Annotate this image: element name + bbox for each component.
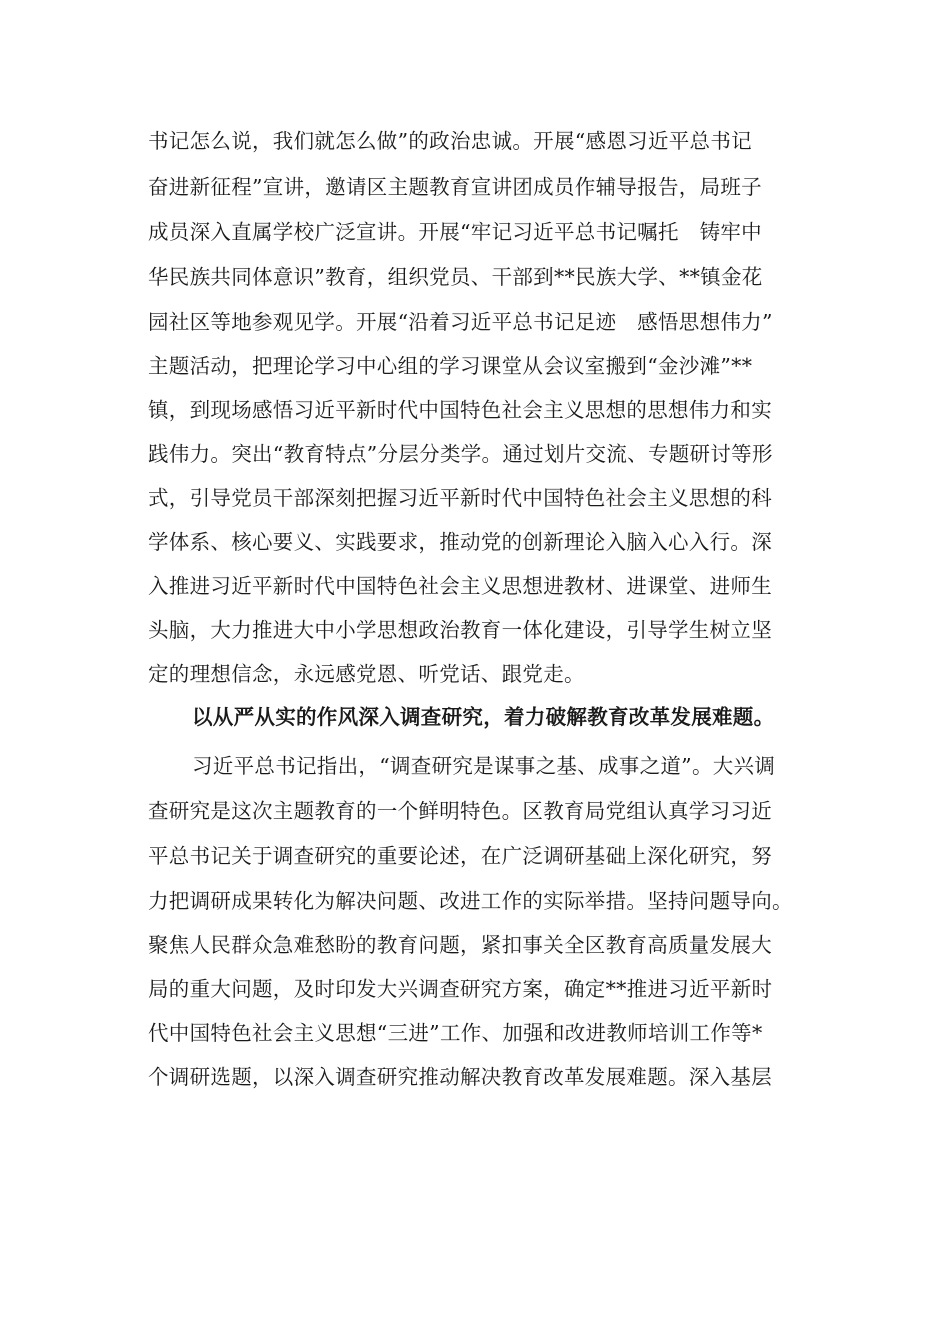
paragraph-line: 局的重大问题，及时印发大兴调查研究方案，确定**推进习近平新时	[148, 977, 773, 1001]
paragraph-line: 园社区等地参观见学。开展“沿着习近平总书记足迹 感悟思想伟力”	[148, 310, 773, 334]
paragraph-line: 奋进新征程”宣讲，邀请区主题教育宣讲团成员作辅导报告，局班子	[148, 175, 762, 199]
section-heading: 以从严从实的作风深入调查研究，着力破解教育改革发展难题。	[192, 705, 775, 729]
paragraph-line: 成员深入直属学校广泛宣讲。开展“牢记习近平总书记嘱托 铸牢中	[148, 220, 762, 244]
paragraph-line: 书记怎么说，我们就怎么做”的政治忠诚。开展“感恩习近平总书记	[148, 129, 752, 153]
paragraph-line: 学体系、核心要义、实践要求，推动党的创新理论入脑入心入行。深	[148, 530, 772, 554]
paragraph-line: 聚焦人民群众急难愁盼的教育问题，紧扣事关全区教育高质量发展大	[148, 933, 772, 957]
paragraph-line: 习近平总书记指出，“调查研究是谋事之基、成事之道”。大兴调	[192, 754, 776, 778]
paragraph-line: 查研究是这次主题教育的一个鲜明特色。区教育局党组认真学习习近	[148, 799, 772, 823]
paragraph-line: 华民族共同体意识”教育，组织党员、干部到**民族大学、**镇金花	[148, 265, 763, 289]
paragraph-line: 平总书记关于调查研究的重要论述，在广泛调研基础上深化研究，努	[148, 844, 772, 868]
paragraph-line: 践伟力。突出“教育特点”分层分类学。通过划片交流、专题研讨等形	[148, 442, 773, 466]
paragraph-line: 式，引导党员干部深刻把握习近平新时代中国特色社会主义思想的科	[148, 486, 772, 510]
paragraph-line: 个调研选题，以深入调查研究推动解决教育改革发展难题。深入基层	[148, 1065, 772, 1089]
paragraph-line: 入推进习近平新时代中国特色社会主义思想进教材、进课堂、进师生	[148, 574, 772, 598]
paragraph-line: 代中国特色社会主义思想“三进”工作、加强和改进教师培训工作等*	[148, 1021, 763, 1045]
paragraph-line: 镇，到现场感悟习近平新时代中国特色社会主义思想的思想伟力和实	[148, 398, 772, 422]
paragraph-line: 力把调研成果转化为解决问题、改进工作的实际举措。坚持问题导向。	[148, 889, 793, 913]
paragraph-line: 头脑，大力推进大中小学思想政治教育一体化建设，引导学生树立坚	[148, 618, 772, 642]
paragraph-line: 主题活动，把理论学习中心组的学习课堂从会议室搬到“金沙滩”**	[148, 354, 753, 378]
paragraph-line: 定的理想信念，永远感党恩、听党话、跟党走。	[148, 662, 585, 686]
